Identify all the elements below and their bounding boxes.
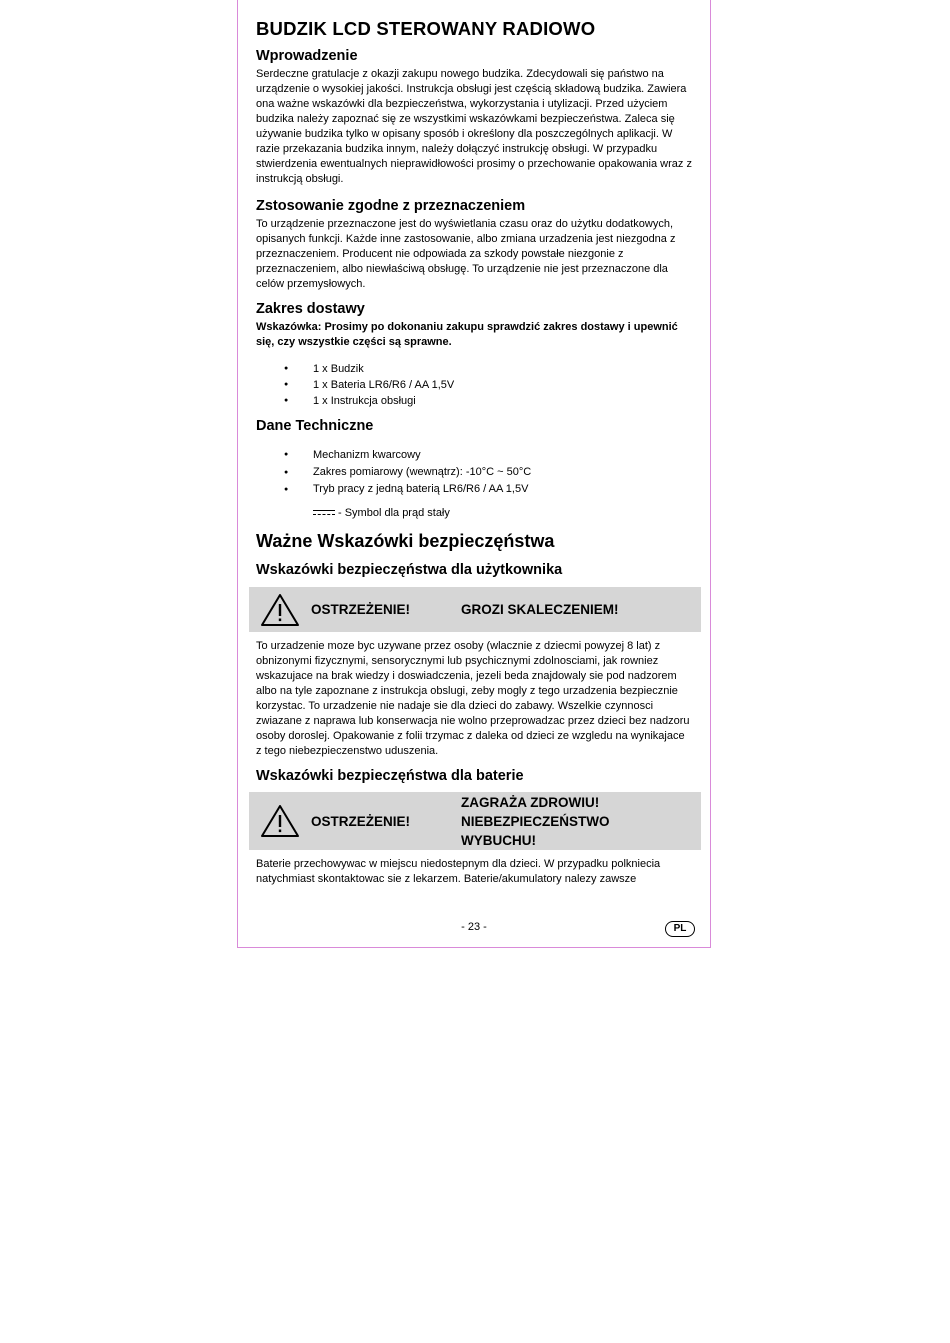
user-safety-text: To urzadzenie moze byc uzywane przez osoby (wlacznie z dziecmi powyzej 8 lat) z obnizonymi fizycznymi, sensorycznymi lub psychicznymi zdolnosciami, jak rowniez wskazujace na brak wiedzy i doswiadczenia, jezeli beda znajdowaly sie pod nadzorem albo na tyle zapoznane z instrukcja obslugi, zeby mogly z tego urzadzenia bezpiecznie korzystac. To urzadzenie nie nadaje sie dla dzieci do zabawy. Wszelkie czynnosci zwiazane z naprawa lub konserwacja nie wolno przeprowadzac przez dzieci bez nadzoru osoby doroslej. Opakowanie z folii trzymac z daleka od dzieci ze wzgledu na wynikajace z tego niebezpieczenstwo uduszenia.	[256, 640, 690, 757]
warning-label: OSTRZEŻENIE!	[311, 602, 411, 617]
intro-text: Serdeczne gratulacje z okazji zakupu nowego budzika. Zdecydowali się państwo na urządzenie o wysokiej jakości. Instrukcja obsługi jest częścią składową budzika. Zawiera ona ważne wskazówki dla bezpieczeństwa, wykorzystania i utylizacji. Przed użyciem budzika należy zapoznać się ze wszystkimi wskazówkami bezpieczeństwa. Zaleca się używanie budzika tylko w opisany sposób i określony dla poszczególnych aplikacji. W razie przekazania budzika innym, należy dołączyć instrukcję obsługi. W przypadku stwierdzenia ewentualnych nieprawidłowości prosimy o przechowanie opakowania wraz z instrukcją obsługi.	[256, 68, 692, 185]
warning-triangle-icon	[259, 592, 301, 628]
hazard-text: GROZI SKALECZENIEM!	[461, 602, 619, 617]
list-item: ● Zakres pomiarowy (wewnątrz): -10°C ~ 50°C	[256, 464, 692, 481]
technical-list	[256, 446, 692, 498]
list-item: ● 1 x Budzik	[256, 361, 692, 377]
technical-heading: Dane Techniczne	[256, 418, 374, 434]
delivery-note: Wskazówka: Prosimy po dokonaniu zakupu sprawdzić zakres dostawy i upewnić się, czy wszystkie części są sprawne.	[256, 321, 678, 348]
battery-safety-text: Baterie przechowywac w miejscu niedostepnym dla dzieci. W przypadku polkniecia natychmiast skontaktowac sie z lekarzem. Baterie/akumulatory nalezy zawsze	[256, 858, 661, 885]
usage-heading: Zstosowanie zgodne z przeznaczeniem	[256, 198, 526, 214]
intro-heading: Wprowadzenie	[256, 48, 358, 64]
list-item: ● 1 x Instrukcja obsługi	[256, 393, 692, 409]
warning-triangle-icon	[259, 803, 301, 839]
warning-box-battery	[249, 792, 701, 850]
page-content	[256, 18, 692, 887]
document-title: BUDZIK LCD STEROWANY RADIOWO	[256, 18, 596, 39]
direct-current-icon	[313, 510, 335, 517]
list-item: ● Mechanizm kwarcowy	[256, 446, 692, 464]
dc-symbol-line	[256, 506, 692, 521]
delivery-list	[256, 361, 692, 409]
hazard-text: ZAGRAŻA ZDROWIU!	[461, 794, 600, 810]
warning-label: OSTRZEŻENIE!	[311, 813, 411, 829]
delivery-heading: Zakres dostawy	[256, 301, 365, 317]
warning-hazard	[461, 600, 701, 619]
manual-page	[237, 0, 711, 948]
usage-text: To urządzenie przeznaczone jest do wyświetlania czasu oraz do użytku dodatkowych, opisanych funkcji. Każde inne zastosowanie, albo zmiana urzadzenia jest niezgodna z przeznaczeniem. Producent nie odpowiada za szkody powstałe niezgonie z przeznaczeniem, albo niewłaściwą obsługę. To urządzenie nie jest przeznaczone dla celów przemysłowych.	[256, 218, 676, 290]
hazard-text: NIEBEZPIECZEŃSTWO	[461, 813, 610, 829]
list-item: ● Tryb pracy z jedną baterią LR6/R6 / AA 1,5V	[256, 481, 692, 498]
safety-heading: Ważne Wskazówki bezpieczęństwa	[256, 531, 555, 551]
language-badge: PL	[665, 921, 695, 937]
battery-safety-heading: Wskazówki bezpieczęństwa dla baterie	[256, 768, 524, 784]
warning-box-injury	[249, 587, 701, 632]
list-item: ● 1 x Bateria LR6/R6 / AA 1,5V	[256, 377, 692, 393]
warning-hazard	[461, 793, 701, 850]
user-safety-heading: Wskazówki bezpieczęństwa dla użytkownika	[256, 562, 563, 578]
hazard-text: WYBUCHU!	[461, 832, 536, 848]
dc-symbol-text: - Symbol dla prąd stały	[338, 507, 450, 519]
page-number: - 23 -	[461, 921, 487, 933]
